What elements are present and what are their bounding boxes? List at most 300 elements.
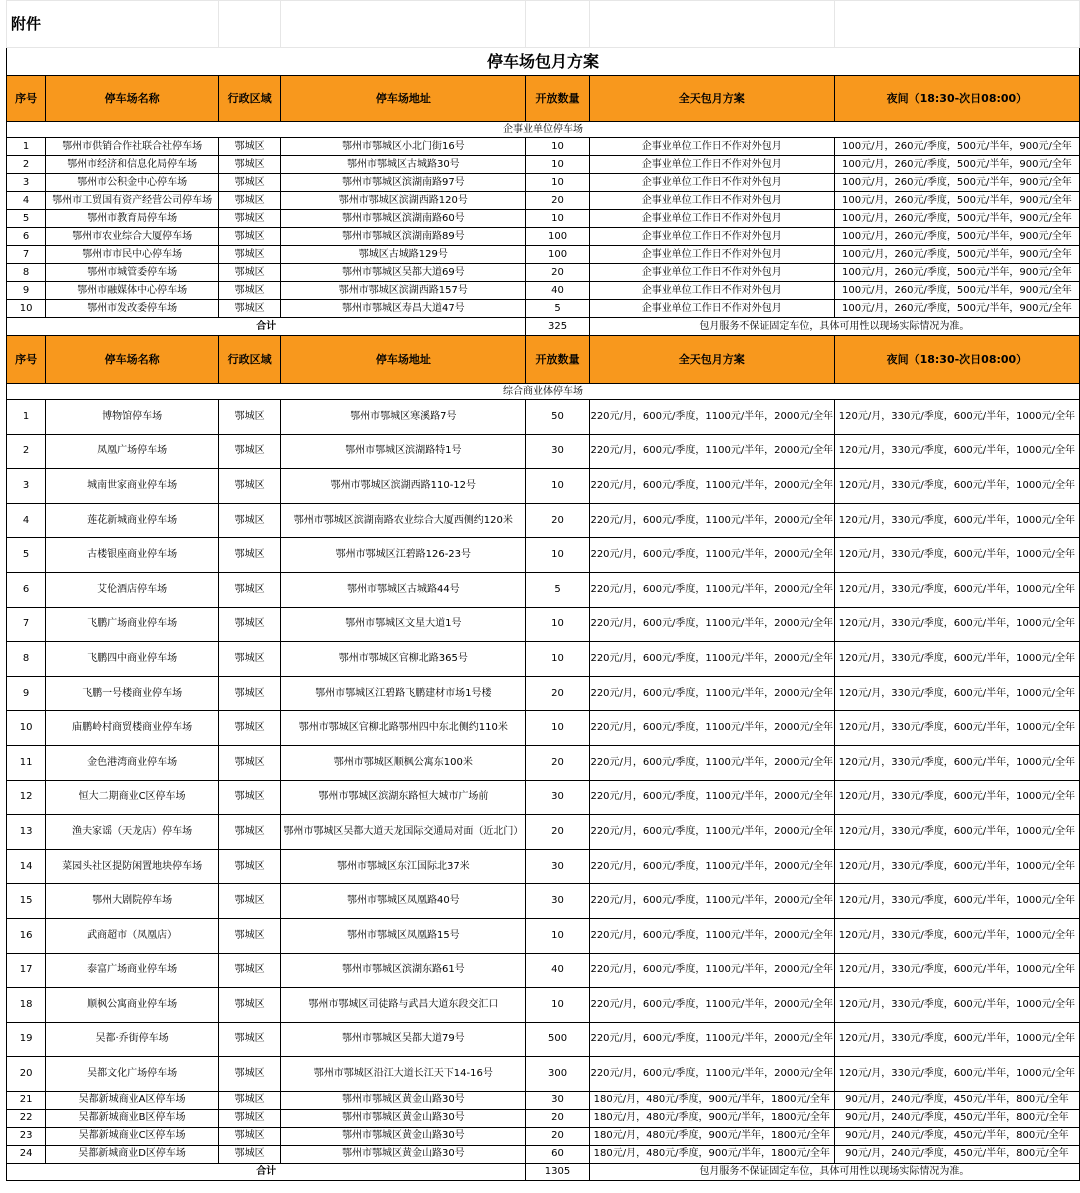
table-row [7,192,1080,210]
col-name: 吴都文化广场停车场 [46,1057,219,1092]
table-row [7,282,1080,300]
col-address: 鄂州市鄂城区吴都大道79号 [281,1022,526,1057]
col-name: 鄂州市教育局停车场 [46,210,219,228]
col-index: 7 [7,607,46,642]
col-capacity: 10 [526,174,589,192]
col-address: 鄂州市鄂城区黄金山路30号 [281,1127,526,1145]
col-capacity: 10 [526,469,589,504]
col-capacity: 10 [526,918,589,953]
section-row [7,122,1080,138]
col-district: 鄂城区 [218,745,280,780]
col-district: 鄂城区 [218,400,280,435]
col-night-plan: 100元/月，260元/季度，500元/半年，900元/全年 [834,246,1079,264]
col-fullday-plan: 220元/月，600元/季度，1100元/半年，2000元/全年 [589,434,834,469]
col-index: 20 [7,1057,46,1092]
header-col-capacity: 开放数量 [526,76,589,122]
table-row [7,300,1080,318]
col-night-plan: 120元/月，330元/季度，600元/半年，1000元/全年 [834,849,1079,884]
col-night-plan: 90元/月，240元/季度，450元/半年，800元/全年 [834,1127,1079,1145]
col-fullday-plan: 企事业单位工作日不作对外包月 [589,282,834,300]
col-fullday-plan: 220元/月，600元/季度，1100元/半年，2000元/全年 [589,918,834,953]
col-address: 鄂州市鄂城区古城路30号 [281,156,526,174]
col-district: 鄂城区 [218,1145,280,1163]
col-fullday-plan: 220元/月，600元/季度，1100元/半年，2000元/全年 [589,538,834,573]
col-capacity: 30 [526,849,589,884]
col-address: 鄂州市鄂城区寿昌大道47号 [281,300,526,318]
col-index: 24 [7,1145,46,1163]
col-address: 鄂州市鄂城区黄金山路30号 [281,1109,526,1127]
col-address: 鄂州市鄂城区滨湖东路61号 [281,953,526,988]
table-row [7,988,1080,1023]
col-name: 鄂州市农业综合大厦停车场 [46,228,219,246]
col-night-plan: 120元/月，330元/季度，600元/半年，1000元/全年 [834,918,1079,953]
col-name: 金色港湾商业停车场 [46,745,219,780]
col-fullday-plan: 220元/月，600元/季度，1100元/半年，2000元/全年 [589,745,834,780]
table-row [7,1109,1080,1127]
col-district: 鄂城区 [218,780,280,815]
col-district: 鄂城区 [218,503,280,538]
col-night-plan: 100元/月，260元/季度，500元/半年，900元/全年 [834,264,1079,282]
table-row [7,1145,1080,1163]
col-night-plan: 120元/月，330元/季度，600元/半年，1000元/全年 [834,503,1079,538]
table-row [7,607,1080,642]
col-fullday-plan: 220元/月，600元/季度，1100元/半年，2000元/全年 [589,953,834,988]
col-district: 鄂城区 [218,953,280,988]
header-col-district: 行政区域 [218,336,280,384]
col-night-plan: 120元/月，330元/季度，600元/半年，1000元/全年 [834,434,1079,469]
col-address: 鄂州市鄂城区文星大道1号 [281,607,526,642]
col-index: 13 [7,815,46,850]
col-index: 21 [7,1091,46,1109]
col-night-plan: 120元/月，330元/季度，600元/半年，1000元/全年 [834,676,1079,711]
col-address: 鄂州市鄂城区顺枫公寓东100米 [281,745,526,780]
total-label: 合计 [7,318,526,336]
total-value: 1305 [526,1163,589,1180]
col-fullday-plan: 企事业单位工作日不作对外包月 [589,210,834,228]
attachment-row [7,1,1080,48]
header-col-night-plan: 夜间（18:30-次日08:00） [834,336,1079,384]
col-district: 鄂城区 [218,676,280,711]
col-fullday-plan: 220元/月，600元/季度，1100元/半年，2000元/全年 [589,1057,834,1092]
col-fullday-plan: 220元/月，600元/季度，1100元/半年，2000元/全年 [589,400,834,435]
col-name: 莲花新城商业停车场 [46,503,219,538]
col-name: 鄂州市城管委停车场 [46,264,219,282]
col-night-plan: 120元/月，330元/季度，600元/半年，1000元/全年 [834,780,1079,815]
col-night-plan: 120元/月，330元/季度，600元/半年，1000元/全年 [834,400,1079,435]
col-fullday-plan: 220元/月，600元/季度，1100元/半年，2000元/全年 [589,849,834,884]
col-fullday-plan: 企事业单位工作日不作对外包月 [589,246,834,264]
col-index: 6 [7,228,46,246]
table-row [7,246,1080,264]
col-address: 鄂州市鄂城区黄金山路30号 [281,1145,526,1163]
col-address: 鄂州市鄂城区官柳北路鄂州四中东北侧约110米 [281,711,526,746]
table-row [7,1022,1080,1057]
col-fullday-plan: 企事业单位工作日不作对外包月 [589,156,834,174]
col-capacity: 40 [526,282,589,300]
total-row [7,1163,1080,1180]
col-address: 鄂州市鄂城区凤凰路15号 [281,918,526,953]
col-name: 吴都新城商业B区停车场 [46,1109,219,1127]
col-capacity: 20 [526,676,589,711]
col-name: 吴都新城商业A区停车场 [46,1091,219,1109]
col-capacity: 10 [526,538,589,573]
col-name: 渔夫家谣（天龙店）停车场 [46,815,219,850]
table-row [7,434,1080,469]
col-district: 鄂城区 [218,1057,280,1092]
col-district: 鄂城区 [218,1127,280,1145]
table-row [7,642,1080,677]
col-address: 鄂州市鄂城区官柳北路365号 [281,642,526,677]
col-capacity: 500 [526,1022,589,1057]
col-night-plan: 120元/月，330元/季度，600元/半年，1000元/全年 [834,745,1079,780]
col-fullday-plan: 220元/月，600元/季度，1100元/半年，2000元/全年 [589,884,834,919]
col-night-plan: 100元/月，260元/季度，500元/半年，900元/全年 [834,138,1079,156]
col-district: 鄂城区 [218,264,280,282]
col-district: 鄂城区 [218,988,280,1023]
col-capacity: 30 [526,1091,589,1109]
col-index: 14 [7,849,46,884]
col-fullday-plan: 220元/月，600元/季度，1100元/半年，2000元/全年 [589,607,834,642]
col-district: 鄂城区 [218,849,280,884]
col-fullday-plan: 180元/月，480元/季度，900元/半年，1800元/全年 [589,1145,834,1163]
col-fullday-plan: 220元/月，600元/季度，1100元/半年，2000元/全年 [589,572,834,607]
col-address: 鄂州市鄂城区滨湖西路120号 [281,192,526,210]
col-index: 23 [7,1127,46,1145]
col-district: 鄂城区 [218,228,280,246]
total-label: 合计 [7,1163,526,1180]
table-row [7,953,1080,988]
col-district: 鄂城区 [218,538,280,573]
attachment-label: 附件 [7,1,219,48]
col-district: 鄂城区 [218,246,280,264]
col-index: 15 [7,884,46,919]
col-address: 鄂州市鄂城区滨湖路特1号 [281,434,526,469]
col-name: 顺枫公寓商业停车场 [46,988,219,1023]
table-row [7,815,1080,850]
col-night-plan: 120元/月，330元/季度，600元/半年，1000元/全年 [834,953,1079,988]
col-index: 8 [7,264,46,282]
col-capacity: 10 [526,988,589,1023]
col-fullday-plan: 220元/月，600元/季度，1100元/半年，2000元/全年 [589,711,834,746]
table-row [7,676,1080,711]
col-name: 鄂州市公积金中心停车场 [46,174,219,192]
col-district: 鄂城区 [218,815,280,850]
col-index: 18 [7,988,46,1023]
section-row [7,384,1080,400]
col-index: 11 [7,745,46,780]
col-fullday-plan: 企事业单位工作日不作对外包月 [589,228,834,246]
col-name: 鄂州市工贸国有资产经营公司停车场 [46,192,219,210]
table-row [7,849,1080,884]
col-address: 鄂州市鄂城区寒溪路7号 [281,400,526,435]
col-index: 10 [7,711,46,746]
section-label: 企事业单位停车场 [7,122,1080,138]
col-address: 鄂州市鄂城区江碧路126-23号 [281,538,526,573]
col-capacity: 5 [526,300,589,318]
header-col-index: 序号 [7,336,46,384]
col-district: 鄂城区 [218,174,280,192]
header-col-capacity: 开放数量 [526,336,589,384]
col-name: 艾伦酒店停车场 [46,572,219,607]
col-district: 鄂城区 [218,1022,280,1057]
col-capacity: 10 [526,642,589,677]
col-capacity: 20 [526,192,589,210]
col-capacity: 50 [526,400,589,435]
header-col-name: 停车场名称 [46,76,219,122]
col-night-plan: 100元/月，260元/季度，500元/半年，900元/全年 [834,300,1079,318]
col-index: 19 [7,1022,46,1057]
col-fullday-plan: 企事业单位工作日不作对外包月 [589,138,834,156]
table-row [7,918,1080,953]
col-fullday-plan: 企事业单位工作日不作对外包月 [589,300,834,318]
col-index: 16 [7,918,46,953]
col-fullday-plan: 180元/月，480元/季度，900元/半年，1800元/全年 [589,1127,834,1145]
col-address: 鄂州市鄂城区滨湖南路97号 [281,174,526,192]
col-district: 鄂城区 [218,572,280,607]
col-night-plan: 120元/月，330元/季度，600元/半年，1000元/全年 [834,1057,1079,1092]
col-name: 飞鹏广场商业停车场 [46,607,219,642]
total-row [7,318,1080,336]
col-name: 鄂州市市民中心停车场 [46,246,219,264]
col-address: 鄂州市鄂城区吴都大道天龙国际交通局对面（近北门） [281,815,526,850]
col-index: 12 [7,780,46,815]
table-row [7,1091,1080,1109]
table-row [7,745,1080,780]
col-capacity: 10 [526,138,589,156]
col-night-plan: 100元/月，260元/季度，500元/半年，900元/全年 [834,210,1079,228]
col-fullday-plan: 220元/月，600元/季度，1100元/半年，2000元/全年 [589,988,834,1023]
col-index: 5 [7,538,46,573]
col-address: 鄂州市鄂城区沿江大道长江天下14-16号 [281,1057,526,1092]
col-capacity: 20 [526,1127,589,1145]
col-night-plan: 120元/月，330元/季度，600元/半年，1000元/全年 [834,572,1079,607]
table-row [7,228,1080,246]
col-capacity: 30 [526,884,589,919]
col-capacity: 10 [526,711,589,746]
table-row [7,884,1080,919]
col-index: 4 [7,192,46,210]
col-district: 鄂城区 [218,434,280,469]
col-address: 鄂州市鄂城区滨湖东路恒大城市广场前 [281,780,526,815]
col-index: 17 [7,953,46,988]
col-name: 飞鹏四中商业停车场 [46,642,219,677]
col-night-plan: 120元/月，330元/季度，600元/半年，1000元/全年 [834,884,1079,919]
table-row [7,400,1080,435]
section-label: 综合商业体停车场 [7,384,1080,400]
col-district: 鄂城区 [218,1091,280,1109]
col-address: 鄂州市鄂城区滨湖南路89号 [281,228,526,246]
col-index: 1 [7,138,46,156]
col-name: 吴都·乔街停车场 [46,1022,219,1057]
col-name: 鄂州市经济和信息化局停车场 [46,156,219,174]
col-capacity: 30 [526,780,589,815]
col-fullday-plan: 企事业单位工作日不作对外包月 [589,264,834,282]
col-night-plan: 120元/月，330元/季度，600元/半年，1000元/全年 [834,642,1079,677]
col-capacity: 10 [526,210,589,228]
col-address: 鄂州市鄂城区滨湖南路农业综合大厦西侧约120米 [281,503,526,538]
col-fullday-plan: 180元/月，480元/季度，900元/半年，1800元/全年 [589,1091,834,1109]
col-name: 古楼银座商业停车场 [46,538,219,573]
col-name: 庙鹏岭村商贸楼商业停车场 [46,711,219,746]
col-night-plan: 120元/月，330元/季度，600元/半年，1000元/全年 [834,469,1079,504]
col-district: 鄂城区 [218,884,280,919]
col-night-plan: 90元/月，240元/季度，450元/半年，800元/全年 [834,1145,1079,1163]
col-district: 鄂城区 [218,469,280,504]
col-fullday-plan: 220元/月，600元/季度，1100元/半年，2000元/全年 [589,676,834,711]
col-district: 鄂城区 [218,138,280,156]
col-name: 鄂州市发改委停车场 [46,300,219,318]
col-district: 鄂城区 [218,156,280,174]
col-night-plan: 120元/月，330元/季度，600元/半年，1000元/全年 [834,1022,1079,1057]
header-col-night-plan: 夜间（18:30-次日08:00） [834,76,1079,122]
title-row [7,48,1080,76]
col-district: 鄂城区 [218,918,280,953]
col-index: 9 [7,282,46,300]
col-address: 鄂州市鄂城区吴都大道69号 [281,264,526,282]
col-night-plan: 120元/月，330元/季度，600元/半年，1000元/全年 [834,815,1079,850]
col-night-plan: 90元/月，240元/季度，450元/半年，800元/全年 [834,1109,1079,1127]
col-address: 鄂州市鄂城区滨湖西路157号 [281,282,526,300]
col-index: 1 [7,400,46,435]
col-address: 鄂州市鄂城区小北门街16号 [281,138,526,156]
col-capacity: 20 [526,815,589,850]
col-address: 鄂州市鄂城区滨湖西路110-12号 [281,469,526,504]
table-row [7,210,1080,228]
col-capacity: 20 [526,264,589,282]
col-district: 鄂城区 [218,210,280,228]
col-district: 鄂城区 [218,300,280,318]
col-name: 凤凰广场停车场 [46,434,219,469]
col-fullday-plan: 220元/月，600元/季度，1100元/半年，2000元/全年 [589,642,834,677]
col-name: 博物馆停车场 [46,400,219,435]
table-row [7,156,1080,174]
col-name: 鄂州市供销合作社联合社停车场 [46,138,219,156]
table-row [7,711,1080,746]
col-night-plan: 100元/月，260元/季度，500元/半年，900元/全年 [834,174,1079,192]
col-capacity: 10 [526,607,589,642]
col-capacity: 10 [526,156,589,174]
col-address: 鄂州市鄂城区江碧路飞鹏建材市场1号楼 [281,676,526,711]
col-capacity: 30 [526,434,589,469]
total-note: 包月服务不保证固定车位，具体可用性以现场实际情况为准。 [589,1163,1079,1180]
col-district: 鄂城区 [218,282,280,300]
col-name: 鄂州市融媒体中心停车场 [46,282,219,300]
col-capacity: 5 [526,572,589,607]
col-index: 22 [7,1109,46,1127]
col-fullday-plan: 220元/月，600元/季度，1100元/半年，2000元/全年 [589,780,834,815]
table-row [7,572,1080,607]
col-capacity: 100 [526,246,589,264]
col-index: 2 [7,434,46,469]
col-address: 鄂州市鄂城区凤凰路40号 [281,884,526,919]
col-index: 2 [7,156,46,174]
col-fullday-plan: 220元/月，600元/季度，1100元/半年，2000元/全年 [589,503,834,538]
col-night-plan: 100元/月，260元/季度，500元/半年，900元/全年 [834,282,1079,300]
col-name: 菜园头社区提防闲置地块停车场 [46,849,219,884]
col-night-plan: 120元/月，330元/季度，600元/半年，1000元/全年 [834,988,1079,1023]
col-fullday-plan: 220元/月，600元/季度，1100元/半年，2000元/全年 [589,1022,834,1057]
col-index: 3 [7,469,46,504]
col-night-plan: 90元/月，240元/季度，450元/半年，800元/全年 [834,1091,1079,1109]
header-col-district: 行政区域 [218,76,280,122]
col-name: 城南世家商业停车场 [46,469,219,504]
table-row [7,538,1080,573]
col-name: 武商超市（凤凰店） [46,918,219,953]
col-capacity: 300 [526,1057,589,1092]
col-name: 恒大二期商业C区停车场 [46,780,219,815]
header-col-fullday-plan: 全天包月方案 [589,76,834,122]
table-row [7,174,1080,192]
header-col-fullday-plan: 全天包月方案 [589,336,834,384]
col-capacity: 40 [526,953,589,988]
col-address: 鄂州市鄂城区东江国际北37米 [281,849,526,884]
header-col-address: 停车场地址 [281,76,526,122]
col-fullday-plan: 企事业单位工作日不作对外包月 [589,192,834,210]
parking-monthly-plan-table [6,0,1080,1181]
col-fullday-plan: 220元/月，600元/季度，1100元/半年，2000元/全年 [589,469,834,504]
col-address: 鄂城区古城路129号 [281,246,526,264]
total-note: 包月服务不保证固定车位，具体可用性以现场实际情况为准。 [589,318,1079,336]
col-capacity: 100 [526,228,589,246]
table-row [7,780,1080,815]
total-value: 325 [526,318,589,336]
col-index: 10 [7,300,46,318]
header-col-name: 停车场名称 [46,336,219,384]
table-header-row [7,76,1080,122]
table-row [7,469,1080,504]
col-district: 鄂城区 [218,711,280,746]
col-night-plan: 100元/月，260元/季度，500元/半年，900元/全年 [834,228,1079,246]
col-capacity: 20 [526,745,589,780]
col-fullday-plan: 企事业单位工作日不作对外包月 [589,174,834,192]
col-night-plan: 100元/月，260元/季度，500元/半年，900元/全年 [834,156,1079,174]
header-col-address: 停车场地址 [281,336,526,384]
col-name: 泰富广场商业停车场 [46,953,219,988]
col-district: 鄂城区 [218,192,280,210]
col-index: 8 [7,642,46,677]
col-capacity: 60 [526,1145,589,1163]
table-row [7,1057,1080,1092]
col-capacity: 20 [526,1109,589,1127]
col-name: 飞鹏一号楼商业停车场 [46,676,219,711]
col-address: 鄂州市鄂城区古城路44号 [281,572,526,607]
col-name: 吴都新城商业C区停车场 [46,1127,219,1145]
col-address: 鄂州市鄂城区滨湖南路60号 [281,210,526,228]
col-fullday-plan: 180元/月，480元/季度，900元/半年，1800元/全年 [589,1109,834,1127]
col-index: 9 [7,676,46,711]
col-name: 鄂州大剧院停车场 [46,884,219,919]
col-night-plan: 120元/月，330元/季度，600元/半年，1000元/全年 [834,607,1079,642]
col-address: 鄂州市鄂城区司徒路与武昌大道东段交汇口 [281,988,526,1023]
col-index: 7 [7,246,46,264]
table-row [7,503,1080,538]
table-row [7,1127,1080,1145]
col-index: 4 [7,503,46,538]
col-address: 鄂州市鄂城区黄金山路30号 [281,1091,526,1109]
col-capacity: 20 [526,503,589,538]
col-district: 鄂城区 [218,607,280,642]
col-index: 5 [7,210,46,228]
table-row [7,138,1080,156]
page-title: 停车场包月方案 [7,48,1080,76]
col-fullday-plan: 220元/月，600元/季度，1100元/半年，2000元/全年 [589,815,834,850]
col-index: 6 [7,572,46,607]
col-district: 鄂城区 [218,1109,280,1127]
table-row [7,264,1080,282]
col-night-plan: 120元/月，330元/季度，600元/半年，1000元/全年 [834,711,1079,746]
col-name: 吴都新城商业D区停车场 [46,1145,219,1163]
col-night-plan: 100元/月，260元/季度，500元/半年，900元/全年 [834,192,1079,210]
